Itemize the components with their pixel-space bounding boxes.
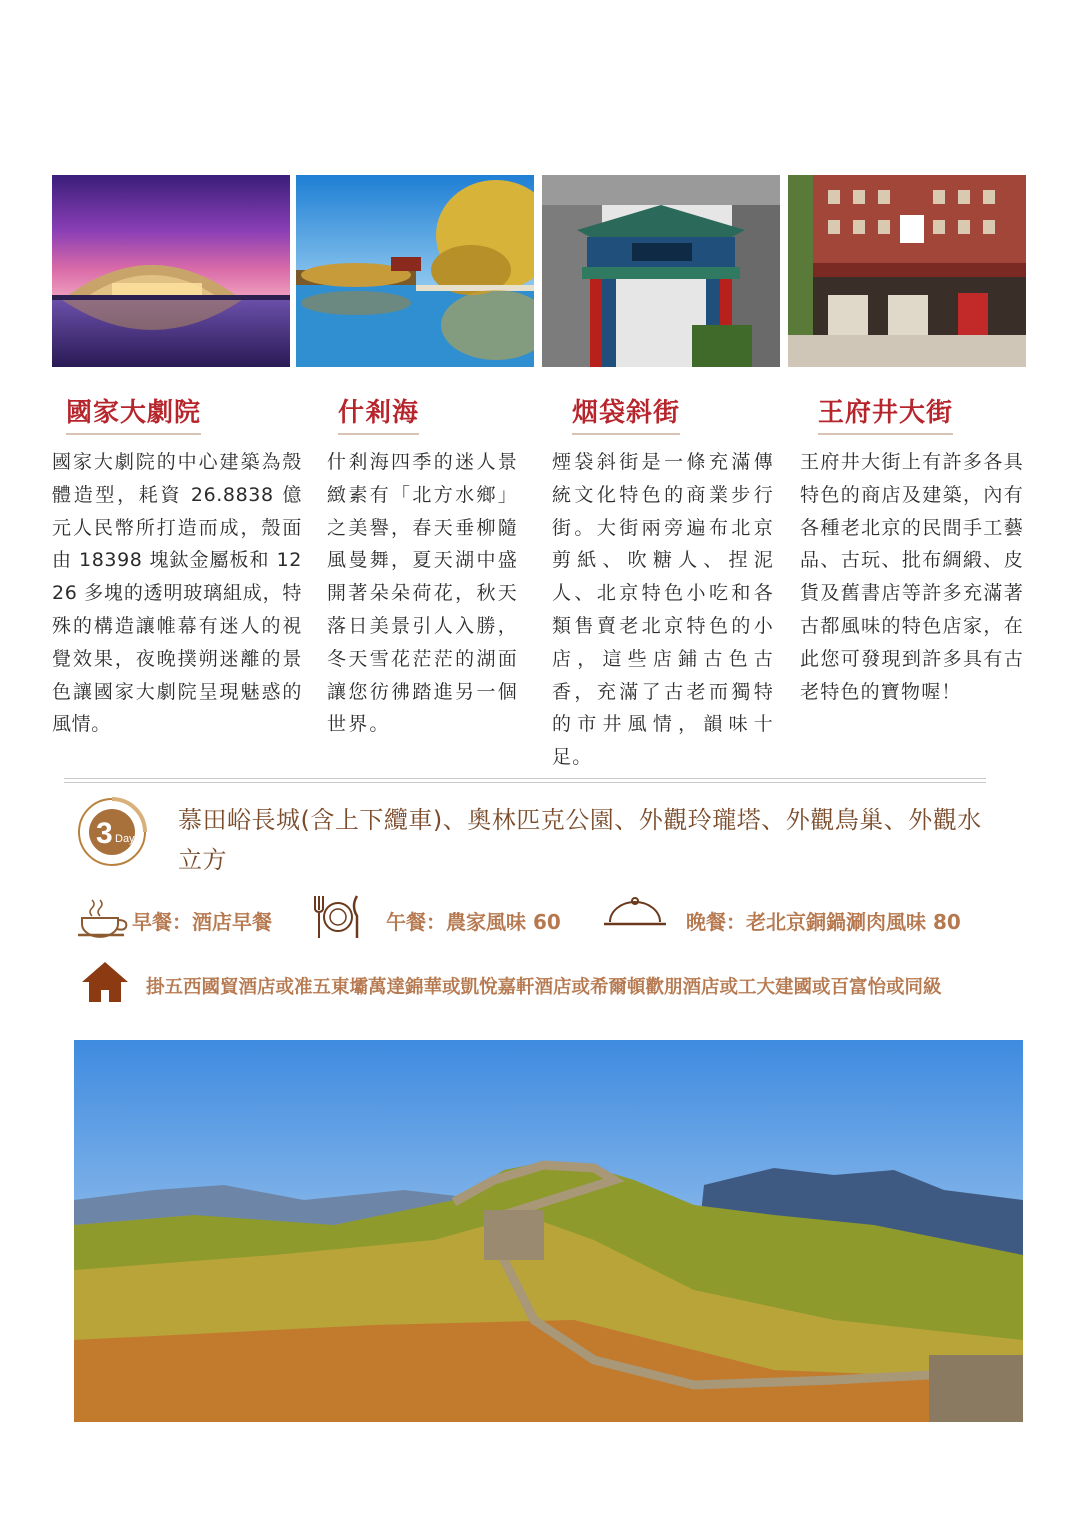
photo-yandai-street [542,175,780,367]
photo-shichahai [296,175,534,367]
breakfast-text: 早餐：酒店早餐 [132,910,272,934]
attraction-description-yandai-street: 煙袋斜街是一條充滿傳統文化特色的商業步行街。大街兩旁遍布北京剪紙、吹糖人、捏泥人、北京特色小吃和各類售賣老北京特色的小店，這些店鋪古色古香，充滿了古老而獨特的市井風情，韻味十足。 [552,451,774,769]
cloche-icon [602,896,668,930]
photo-national-theatre [52,175,290,367]
attraction-title-national-theatre: 國家大劇院 [66,392,201,435]
attraction-title-shichahai: 什剎海 [338,392,419,435]
attraction-description-shichahai: 什剎海四季的迷人景緻素有「北方水鄉」之美譽，春天垂柳隨風曼舞，夏天湖中盛開著朵朵荷花，秋天落日美景引人入勝，冬天雪花茫茫的湖面讓您彷彿踏進另一個世界。 [327,451,519,736]
attraction-title-wangfujing: 王府井大街 [818,392,953,435]
section-divider [64,778,986,783]
day-label: Day [115,833,135,845]
dinner-text: 晚餐：老北京銅鍋涮肉風味 80 [686,910,961,934]
photo-wangfujing [788,175,1026,367]
attraction-description-wangfujing: 王府井大街上有許多各具特色的商店及建築，內有各種老北京的民間手工藝品、古玩、批布綢緞、皮貨及舊書店等許多充滿著古都風味的特色店家，在此您可發現到許多具有古老特色的寶物喔！ [800,451,1024,703]
photo-great-wall [74,1040,1023,1422]
attraction-title-yandai-street: 烟袋斜街 [572,392,680,435]
home-icon [80,960,130,1004]
hotel-text: 掛五西國貿酒店或准五東壩萬達錦華或凱悅嘉軒酒店或希爾頓歡朋酒店或工大建國或百富怡或同級 [146,977,942,998]
day-number: 3 [96,817,113,850]
attraction-description-national-theatre: 國家大劇院的中心建築為殼體造型，耗資 26.8838 億元人民幣所打造而成，殼面由 18398 塊鈦金屬板和 1226 多塊的透明玻璃組成，特殊的構造讓帷幕有迷人的視覺效果，夜晚撲朔迷離的景色讓國家大劇院呈現魅惑的風情。 [52,451,302,736]
coffee-cup-icon [78,898,132,938]
plate-cutlery-icon [311,892,363,940]
day-route: 慕田峪長城(含上下纜車)、奧林匹克公園、外觀玲瓏塔、外觀鳥巢、外觀水立方 [178,806,982,874]
day-badge [76,796,154,868]
lunch-text: 午餐：農家風味 60 [386,910,561,934]
